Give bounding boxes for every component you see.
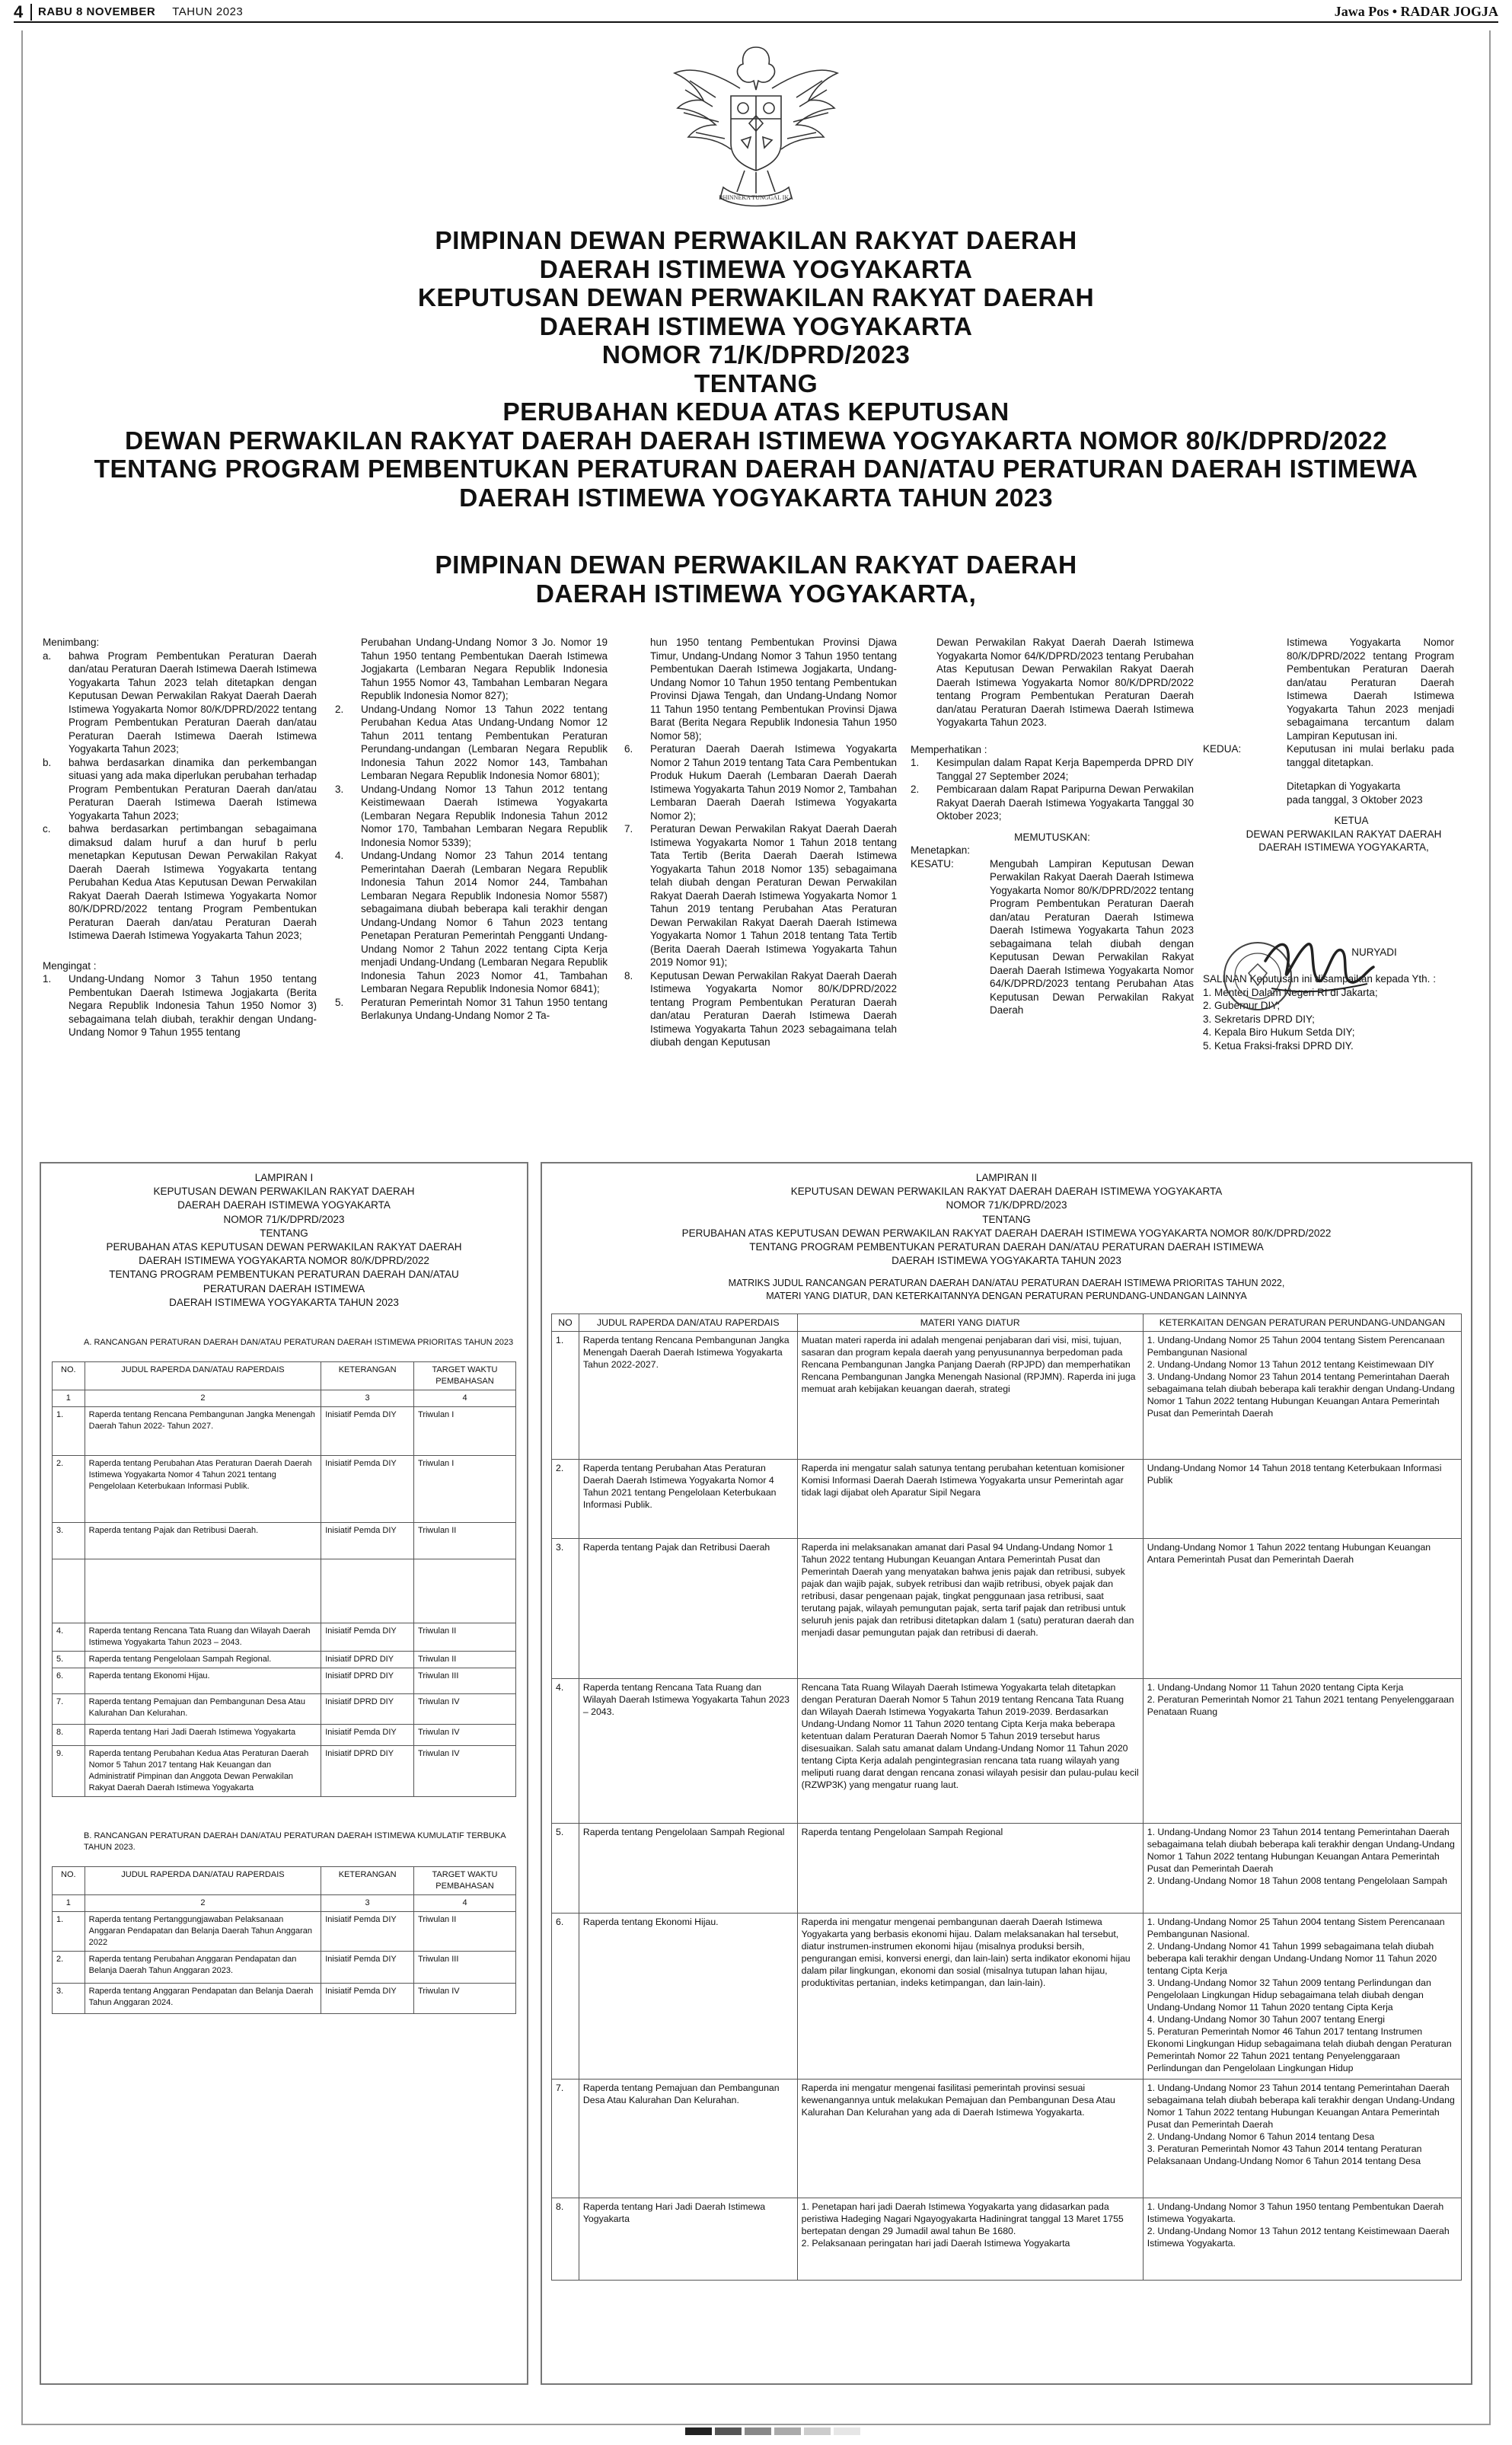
keterkaitan-item: 2. Undang-Undang Nomor 13 Tahun 2012 tentang Keistimewaan DIY xyxy=(1147,1359,1434,1371)
table-row xyxy=(552,1332,1462,1460)
list-item: 8. Keputusan Dewan Perwakilan Rakyat Daerah Daerah Istimewa Yogyakarta Nomor 80/K/DPRD/2022 tentang Program Pembentukan Peraturan Daerah dan/atau Peraturan Daerah Istimewa Daerah Istimewa Yogyakarta Tahun 2023 sebagaimana telah diubah dengan Keputusan xyxy=(624,969,897,1048)
lampiran-2-panel xyxy=(541,1162,1472,2385)
table-cell: Inisiatif Pemda DIY xyxy=(321,1623,414,1651)
page-number: 4 xyxy=(14,4,32,21)
keterkaitan-item: 1. Undang-Undang Nomor 25 Tahun 2004 tentang Sistem Perencanaan Pembangunan Nasional. xyxy=(1147,1917,1445,1940)
table-cell: Triwulan II xyxy=(414,1522,516,1559)
table-cell: Inisiatif DPRD DIY xyxy=(321,1651,414,1668)
salinan-item: 5. Ketua Fraksi-fraksi DPRD DIY. xyxy=(1203,1039,1354,1052)
salinan-item: 4. Kepala Biro Hukum Setda DIY; xyxy=(1203,1026,1355,1038)
table-cell xyxy=(1143,2198,1461,2281)
raperda-kumulatif-table: NO. JUDUL RAPERDA DAN/ATAU RAPERDAIS KETERANGAN TARGET WAKTU PEMBAHASAN 1 2 3 4 1. Raperda tentang Pertanggungjawaban Pelaksanaan Anggaran Pendapatan dan Belanja Daerah Tahun Anggaran 2022 Inisiatif Pemda DIY Triwulan II 2. Raperda tentang Perubahan Anggaran Pendapatan dan Belanja Daerah Tahun Anggaran 2023. Inisiatif Pemda DIY Triwulan III 3. Raperda tentang Anggaran Pendapatan dan Belanja Daerah Tahun Anggaran 2024. Inisiatif Pemda DIY Triwulan IV xyxy=(52,1866,516,2014)
table-row xyxy=(53,1693,516,1724)
keterkaitan-item: 2. Peraturan Pemerintah Nomor 21 Tahun 2021 tentang Penyelenggaraan Penataan Ruang xyxy=(1147,1694,1454,1718)
matriks-table xyxy=(551,1313,1462,2281)
menimbang-label: Menimbang: xyxy=(43,637,100,648)
col-header: JUDUL RAPERDA DAN/ATAU RAPERDAIS xyxy=(85,1361,321,1390)
table-cell: Raperda tentang Pajak dan Retribusi Daerah. xyxy=(85,1522,321,1559)
table-cell: 2. xyxy=(552,1460,579,1539)
table-cell: Raperda tentang Perubahan Anggaran Pendapatan dan Belanja Daerah Tahun Anggaran 2023. xyxy=(85,1951,321,1983)
col-header: NO xyxy=(552,1314,579,1332)
section-a-heading: A. RANCANGAN PERATURAN DAERAH DAN/ATAU PERATURAN DAERAH ISTIMEWA PRIORITAS TAHUN 2023 xyxy=(84,1338,514,1348)
table-cell xyxy=(1143,1679,1461,1824)
table-cell: 7. xyxy=(552,2080,579,2198)
col-header: NO. xyxy=(53,1361,85,1390)
stamp-signature-icon xyxy=(1218,927,1378,1026)
table-cell: 2. xyxy=(53,1455,85,1522)
table-cell: Raperda tentang Hari Jadi Daerah Istimewa Yogyakarta xyxy=(85,1724,321,1745)
table-cell: Raperda tentang Pemajuan dan Pembangunan Desa Atau Kalurahan Dan Kelurahan. xyxy=(85,1693,321,1724)
table-cell: Rencana Tata Ruang Wilayah Daerah Istimewa Yogyakarta telah ditetapkan dengan Peraturan Daerah Nomor 5 Tahun 2019 tentang Rencana Tata Ruang dan Wilayah Daerah Istimewa Yogyakarta Tahun 2019-2039. Berdasarkan Undang-Undang Nomor 11 Tahun 2020 tentang Cipta Kerja maka beberapa ketentuan dalam Peraturan Daerah Nomor 5 Tahun 2019 tersebut harus disesuaikan. Salah satu amanat dalam Undang-Undang Nomor 11 Tahun 2020 tentang Cipta Kerja adalah pengintegrasian rencana tata ruang wilayah yang meliputi ruang darat dengan rencana zonasi wilayah pesisir dan pulau-pulau kecil (RZWP3K) yang mengatur ruang laut. xyxy=(797,1679,1143,1824)
table-cell: 3. xyxy=(53,1522,85,1559)
table-cell: Raperda tentang Rencana Tata Ruang dan Wilayah Daerah Istimewa Yogyakarta Tahun 2023 – 2043. xyxy=(579,1679,797,1824)
table-cell: Raperda tentang Perubahan Kedua Atas Peraturan Daerah Nomor 5 Tahun 2017 tentang Hak Keuangan dan Administratif Pimpinan dan Anggota Dewan Perwakilan Rakyat Daerah Daerah Istimewa Yogyakarta xyxy=(85,1745,321,1796)
table-cell xyxy=(1143,1824,1461,1914)
keterkaitan-item: Undang-Undang Nomor 1 Tahun 2022 tentang Hubungan Keuangan Antara Pemerintah Pusat dan Pemerintah Daerah xyxy=(1147,1542,1431,1566)
table-cell: Triwulan II xyxy=(414,1911,516,1951)
keterkaitan-item: Undang-Undang Nomor 14 Tahun 2018 tentang Keterbukaan Informasi Publik xyxy=(1147,1463,1442,1486)
table-cell: Triwulan I xyxy=(414,1455,516,1522)
table-cell: 1. xyxy=(53,1911,85,1951)
table-row xyxy=(552,2080,1462,2198)
table-cell: Triwulan I xyxy=(414,1406,516,1455)
list-item: 7. Peraturan Dewan Perwakilan Rakyat Daerah Daerah Istimewa Yogyakarta Nomor 1 Tahun 2018 tentang Tata Tertib (Berita Daerah Daerah Istimewa Yogyakarta Tahun 2018 Nomor 135) sebagaimana telah diubah dengan Peraturan Dewan Perwakilan Rakyat Daerah Daerah Istimewa Yogyakarta Nomor 1 Tahun 2019 tentang Perubahan Atas Peraturan Dewan Perwakilan Rakyat Daerah Daerah Istimewa Yogyakarta Nomor 1 Tahun 2018 tentang Tata Tertib (Berita Daerah Daerah Istimewa Yogyakarta Tahun 2019 Nomor 91); xyxy=(624,823,897,968)
table-cell: Inisiatif Pemda DIY xyxy=(321,1983,414,2013)
ketua-org: DEWAN PERWAKILAN RAKYAT DAERAH DAERAH ISTIMEWA YOGYAKARTA, xyxy=(1246,828,1442,853)
keterkaitan-item: 1. Undang-Undang Nomor 3 Tahun 1950 tentang Pembentukan Daerah Istimewa Yogyakarta. xyxy=(1147,2201,1444,2225)
table-row xyxy=(53,1455,516,1522)
col-header: KETERANGAN xyxy=(321,1361,414,1390)
title-line: PIMPINAN DEWAN PERWAKILAN RAKYAT DAERAH xyxy=(435,227,1077,255)
keterkaitan-item: 4. Undang-Undang Nomor 30 Tahun 2007 tentang Energi xyxy=(1147,2014,1385,2025)
keterkaitan-item: 3. Undang-Undang Nomor 23 Tahun 2014 tentang Pemerintahan Daerah sebagaimana telah diubah beberapa kali terakhir dengan Undang-Undang Nomor 1 Tahun 2022 tentang Hubungan Keuangan Antara Pemerintah Pusat dan Pemerintah Daerah xyxy=(1147,1371,1455,1419)
table-row xyxy=(53,1651,516,1668)
table-row xyxy=(53,1951,516,1983)
table-cell: Inisiatif Pemda DIY xyxy=(321,1911,414,1951)
title-line: DEWAN PERWAKILAN RAKYAT DAERAH DAERAH ISTIMEWA YOGYAKARTA NOMOR 80/K/DPRD/2022 xyxy=(124,426,1387,455)
subtitle-line: PIMPINAN DEWAN PERWAKILAN RAKYAT DAERAH xyxy=(435,551,1077,579)
table-cell: Raperda tentang Pertanggungjawaban Pelaksanaan Anggaran Pendapatan dan Belanja Daerah Tahun Anggaran 2022 xyxy=(85,1911,321,1951)
keterkaitan-item: 2. Undang-Undang Nomor 13 Tahun 2012 tentang Keistimewaan Daerah Istimewa Yogyakarta. xyxy=(1147,2226,1450,2249)
list-item: 6. Peraturan Daerah Daerah Istimewa Yogyakarta Nomor 2 Tahun 2019 tentang Tata Cara Pembentukan Produk Hukum Daerah (Lembaran Daerah Daerah Istimewa Yogyakarta Tahun 2019 Nomor 2, Tambahan Lembaran Daerah Daerah Istimewa Yogyakarta Nomor 2); xyxy=(624,743,897,822)
table-cell: Triwulan IV xyxy=(414,1693,516,1724)
memutuskan-heading: MEMUTUSKAN: xyxy=(1014,831,1090,843)
table-cell: 5. xyxy=(53,1651,85,1668)
table-cell: 9. xyxy=(53,1745,85,1796)
keterkaitan-item: 1. Undang-Undang Nomor 23 Tahun 2014 tentang Pemerintahan Daerah sebagaimana telah diubah beberapa kali terakhir dengan Undang-Undang Nomor 1 Tahun 2022 tentang Hubungan Keuangan Antara Pemerintah Pusat dan Pemerintah Daerah xyxy=(1147,1827,1455,1875)
table-cell: Inisiatif DPRD DIY xyxy=(321,1745,414,1796)
table-row xyxy=(53,1983,516,2013)
table-cell: Triwulan II xyxy=(414,1651,516,1668)
list-item: b. bahwa berdasarkan dinamika dan perkembangan situasi yang ada maka diperlukan perubahan terhadap Program Pembentukan Peraturan Daerah dan/atau Peraturan Daerah Istimewa Daerah Istimewa Yogyakarta Tahun 2023; xyxy=(43,756,317,822)
title-line: PERUBAHAN KEDUA ATAS KEPUTUSAN xyxy=(502,398,1010,426)
list-item: 1. Undang-Undang Nomor 3 Tahun 1950 tentang Pembentukan Daerah Istimewa Jogjakarta (Berita Negara Republik Indonesia Tahun 1950 Nomor 3) sebagaimana telah diubah, terakhir dengan Undang-Undang Nomor 9 Tahun 1955 tentang xyxy=(43,973,317,1038)
body-column-3: hun 1950 tentang Pembentukan Provinsi Djawa Timur, Undang-Undang Nomor 3 Tahun 1950 tentang Pembentukan Daerah Istimewa Jogjakarta, Undang-Undang Nomor 10 Tahun 1950 tentang Pembentukan Provinsi Djawa Tengah, dan Undang-Undang Nomor 11 Tahun 1950 tentang Pembentukan Provinsi Djawa Barat (Berita Negara Republik Indonesia Tahun 1950 Nomor 58); 6. Peraturan Daerah Daerah Istimewa Yogyakarta Nomor 2 Tahun 2019 tentang Tata Cara Pembentukan Produk Hukum Daerah (Lembaran Daerah Daerah Istimewa Yogyakarta Tahun 2019 Nomor 2, Tambahan Lembaran Daerah Daerah Istimewa Yogyakarta Nomor 2); 7. Peraturan Dewan Perwakilan Rakyat Daerah Daerah Istimewa Yogyakarta Nomor 1 Tahun 2018 tentang Tata Tertib (Berita Daerah Daerah Istimewa Yogyakarta Tahun 2018 Nomor 135) sebagaimana telah diubah dengan Peraturan Dewan Perwakilan Rakyat Daerah Daerah Istimewa Yogyakarta Nomor 1 Tahun 2019 tentang Perubahan Atas Peraturan Dewan Perwakilan Rakyat Daerah Daerah Istimewa Yogyakarta Nomor 1 Tahun 2018 tentang Tata Tertib (Berita Daerah Daerah Istimewa Yogyakarta Tahun 2019 Nomor 91); 8. Keputusan Dewan Perwakilan Rakyat Daerah Daerah Istimewa Yogyakarta Nomor 80/K/DPRD/2022 tentang Program Pembentukan Peraturan Daerah dan/atau Peraturan Daerah Istimewa Daerah Istimewa Yogyakarta Tahun 2023 sebagaimana telah diubah dengan Keputusan xyxy=(624,637,897,1048)
keterkaitan-item: 5. Peraturan Pemerintah Nomor 46 Tahun 2017 tentang Instrumen Ekonomi Lingkungan Hidup sebagaimana telah diubah dengan Peraturan Pemerintah Nomor 22 Tahun 2021 tentang Penyelenggaraan Perlindungan dan Pengelolaan Lingkungan Hidup xyxy=(1147,2026,1452,2074)
garuda-emblem-icon xyxy=(670,43,842,215)
table-cell: Muatan materi raperda ini adalah mengenai penjabaran dari visi, misi, tujuan, sasaran dan program kepala daerah yang penyusunannya berpedoman pada Rencana Pembangunan Jangka Panjang Daerah (RPJPD) dan memperhatikan Rencana Pembangunan Jangka Menengah Nasional (RPJMN). Raperda ini juga memuat arah kebijakan keuangan daerah, strategi xyxy=(797,1332,1143,1460)
lampiran-1-heading: LAMPIRAN I KEPUTUSAN DEWAN PERWAKILAN RAKYAT DAERAH DAERAH DAERAH ISTIMEWA YOGYAKARTA NOMOR 71/K/DPRD/2023 TENTANG PERUBAHAN ATAS KEPUTUSAN DEWAN PERWAKILAN RAKYAT DAERAH DAERAH ISTIMEWA YOGYAKARTA NOMOR 80/K/DPRD/2022 TENTANG PROGRAM PEMBENTUKAN PERATURAN DAERAH DAN/ATAU PERATURAN DAERAH ISTIMEWA DAERAH ISTIMEWA YOGYAKARTA TAHUN 2023 xyxy=(106,1172,462,1308)
table-cell: Raperda tentang Ekonomi Hijau. xyxy=(579,1914,797,2080)
table-cell: Raperda tentang Rencana Pembangunan Jangka Menengah Daerah Daerah Istimewa Yogyakarta Tahun 2022-2027. xyxy=(579,1332,797,1460)
table-row xyxy=(53,1911,516,1951)
salinan-item: 3. Sekretaris DPRD DIY; xyxy=(1203,1013,1315,1025)
list-item: a. bahwa Program Pembentukan Peraturan Daerah dan/atau Peraturan Daerah Istimewa Daerah Istimewa Yogyakarta Tahun 2023 telah ditetapkan dengan Keputusan Dewan Perwakilan Rakyat Daerah Daerah Istimewa Yogyakarta Nomor 80/K/DPRD/2022 tentang Program Pembentukan Peraturan Daerah dan/atau Peraturan Daerah Istimewa Daerah Istimewa Yogyakarta Tahun 2023; xyxy=(43,650,317,755)
subtitle-line: DAERAH ISTIMEWA YOGYAKARTA, xyxy=(535,579,977,608)
table-cell: Inisiatif Pemda DIY xyxy=(321,1724,414,1745)
table-row xyxy=(552,1914,1462,2080)
col-header: TARGET WAKTU PEMBAHASAN xyxy=(414,1361,516,1390)
table-cell: Raperda tentang Pengelolaan Sampah Regional xyxy=(579,1824,797,1914)
table-cell: 6. xyxy=(53,1668,85,1693)
table-cell: Raperda ini mengatur salah satunya tentang perubahan ketentuan komisioner Komisi Informasi Daerah Daerah Istimewa Yogyakarta unsur Pemerintah agar tidak lagi dijabat oleh Aparatur Sipil Negara xyxy=(797,1460,1143,1539)
table-cell: Raperda tentang Hari Jadi Daerah Istimewa Yogyakarta xyxy=(579,2198,797,2281)
signer-name: NURYADI xyxy=(1351,946,1397,958)
keterkaitan-item: 3. Undang-Undang Nomor 32 Tahun 2009 tentang Perlindungan dan Pengelolaan Lingkungan Hidup sebagaimana telah diubah dengan Undang-Undang Nomor 11 Tahun 2020 tentang Cipta Kerja xyxy=(1147,1977,1431,2013)
table-cell: 2. xyxy=(53,1951,85,1983)
title-line: TENTANG xyxy=(694,369,818,398)
table-cell: Inisiatif DPRD DIY xyxy=(321,1668,414,1693)
table-cell: 4. xyxy=(53,1623,85,1651)
title-line: DAERAH ISTIMEWA YOGYAKARTA xyxy=(539,255,973,284)
col-header: KETERKAITAN DENGAN PERATURAN PERUNDANG-UNDANGAN xyxy=(1143,1314,1461,1332)
list-item: 2. Pembicaraan dalam Rapat Paripurna Dewan Perwakilan Rakyat Daerah Daerah Istimewa Yogyakarta Tanggal 30 Oktober 2023; xyxy=(911,784,1194,822)
col-header: MATERI YANG DIATUR xyxy=(797,1314,1143,1332)
section-b-heading: B. RANCANGAN PERATURAN DAERAH DAN/ATAU PERATURAN DAERAH ISTIMEWA KUMULATIF TERBUKA TAHUN 2023. xyxy=(84,1831,506,1853)
kesatu-label: KESATU: xyxy=(911,857,954,870)
list-item: c. bahwa berdasarkan pertimbangan sebagaimana dimaksud dalam huruf a dan huruf b perlu menetapkan Keputusan Dewan Perwakilan Rakyat Daerah Daerah Istimewa Yogyakarta tentang Perubahan Kedua Atas Keputusan Dewan Perwakilan Rakyat Daerah Daerah Istimewa Yogyakarta Nomor 80/K/DPRD/2022 tentang Program Pembentukan Peraturan Daerah dan/atau Peraturan Daerah Istimewa Daerah Istimewa Yogyakarta Tahun 2023; xyxy=(43,823,317,941)
list-item: 5. Peraturan Pemerintah Nomor 31 Tahun 1950 tentang Berlakunya Undang-Undang Nomor 2 Ta- xyxy=(335,996,608,1021)
table-cell: 3. xyxy=(53,1983,85,2013)
menetapkan-label: Menetapkan: xyxy=(911,844,971,856)
table-cell xyxy=(1143,2080,1461,2198)
table-cell: 6. xyxy=(552,1914,579,2080)
table-cell: Raperda tentang Rencana Tata Ruang dan Wilayah Daerah Istimewa Yogyakarta Tahun 2023 – 2043. xyxy=(85,1623,321,1651)
keterkaitan-item: 1. Undang-Undang Nomor 23 Tahun 2014 tentang Pemerintahan Daerah sebagaimana telah diubah beberapa kali terakhir dengan Undang-Undang Nomor 1 Tahun 2022 tentang Hubungan Keuangan Antara Pemerintah Pusat dan Pemerintah Daerah xyxy=(1147,2083,1455,2131)
table-cell: 7. xyxy=(53,1693,85,1724)
table-cell: Triwulan III xyxy=(414,1951,516,1983)
keterkaitan-item: 1. Undang-Undang Nomor 25 Tahun 2004 tentang Sistem Perencanaan Pembangunan Nasional xyxy=(1147,1335,1445,1358)
table-cell: Triwulan IV xyxy=(414,1745,516,1796)
table-cell: Raperda tentang Pemajuan dan Pembangunan Desa Atau Kalurahan Dan Kelurahan. xyxy=(579,2080,797,2198)
table-cell: 8. xyxy=(552,2198,579,2281)
lampiran-1-panel xyxy=(40,1162,528,2385)
list-item: 4. Undang-Undang Nomor 23 Tahun 2014 tentang Pemerintahan Daerah (Lembaran Negara Republik Indonesia Tahun 2014 Nomor 244, Tambahan Lembaran Negara Republik Indonesia Nomor 5587) sebagaimana diubah beberapa kali terakhir dengan Undang-Undang Nomor 6 Tahun 2023 tentang Penetapan Peraturan Pemerintah Pengganti Undang-Undang Nomor 2 Tahun 2022 tentang Cipta Kerja menjadi Undang-Undang (Lembaran Negara Republik Indonesia Tahun 2023 Nomor 41, Tambahan Lembaran Negara Republik Indonesia Nomor 6841); xyxy=(335,850,608,994)
table-cell xyxy=(1143,1332,1461,1460)
table-row xyxy=(552,1539,1462,1679)
table-cell: Inisiatif Pemda DIY xyxy=(321,1406,414,1455)
issue-year: TAHUN 2023 xyxy=(172,5,244,19)
salinan-label: SALINAN Keputusan ini disampaikan kepada Yth. : xyxy=(1203,973,1436,985)
body-column-5: Istimewa Yogyakarta Nomor 80/K/DPRD/2022 tentang Program Pembentukan Peraturan Daerah dan/atau Peraturan Daerah Istimewa Daerah Istimewa Yogyakarta Tahun 2023 menjadi sebagaimana tercantum dalam Lampiran Keputusan ini. KEDUA: Keputusan ini mulai berlaku pada tanggal ditetapkan. Ditetapkan di Yogyakarta pada tanggal, 3 Oktober 2023 KETUA DEWAN PERWAKILAN RAKYAT DAERAH DAERAH ISTIMEWA YOGYAKARTA, NURYADI SALINAN Keputusan ini disampaikan kepada Yth. : 1. Menteri Dalam Negeri RI di Jakarta; 2. Gubernur DIY; 3. Sekretaris DPRD DIY; 4. Kepala Biro Hukum Setda DIY; 5. Ketua Fraksi-fraksi DPRD DIY. xyxy=(1203,637,1454,1052)
table-cell: Triwulan II xyxy=(414,1623,516,1651)
table-row xyxy=(53,1745,516,1796)
table-cell xyxy=(1143,1460,1461,1539)
table-cell xyxy=(1143,1914,1461,2080)
title-line: DAERAH ISTIMEWA YOGYAKARTA xyxy=(539,312,973,341)
table-cell: Raperda ini melaksanakan amanat dari Pasal 94 Undang-Undang Nomor 1 Tahun 2022 tentang Hubungan Keuangan Antara Pemerintah Pusat dan Pemerintah Daerah yang menyatakan bahwa jenis pajak dan retribusi, subyek pajak dan wajib pajak, subyek retribusi dan wajib retribusi, obyek pajak dan retribusi, dasar pengenaan pajak, tingkat penggunaan jasa retribusi, saat terutang pajak, wilayah pemungutan pajak, serta tarif pajak dan retribusi untuk seluruh jenis pajak dan retribusi ditetapkan dalam 1 (satu) peraturan daerah dan menjadi dasar pemungutan pajak dan retribusi di daerah. xyxy=(797,1539,1143,1679)
issue-date: RABU 8 NOVEMBER xyxy=(38,5,156,19)
ketua-title: KETUA xyxy=(1334,815,1369,826)
kedua-label: KEDUA: xyxy=(1203,743,1242,755)
keterkaitan-item: 2. Undang-Undang Nomor 41 Tahun 1999 sebagaimana telah diubah beberapa kali terakhir dengan Undang-Undang Nomor 11 Tahun 2020 tentang Cipta Kerja xyxy=(1147,1941,1437,1977)
title-line: DAERAH ISTIMEWA YOGYAKARTA TAHUN 2023 xyxy=(459,484,1053,512)
table-cell: Raperda ini mengatur mengenai fasilitasi pemerintah provinsi sesuai kewenangannya untuk melakukan Pemajuan dan Pembangunan Desa Atau Kalurahan Dan Kelurahan yang ada di Daerah Istimewa Yogyakarta. xyxy=(797,2080,1143,2198)
emblem-motto: BHINNEKA TUNGGAL IKA xyxy=(719,194,793,201)
title-line: KEPUTUSAN DEWAN PERWAKILAN RAKYAT DAERAH xyxy=(417,284,1095,312)
table-cell: Raperda tentang Ekonomi Hijau. xyxy=(85,1668,321,1693)
table-cell: Raperda tentang Anggaran Pendapatan dan Belanja Daerah Tahun Anggaran 2024. xyxy=(85,1983,321,2013)
body-column-4: Dewan Perwakilan Rakyat Daerah Daerah Istimewa Yogyakarta Nomor 64/K/DPRD/2023 tentang Perubahan Atas Keputusan Dewan Perwakilan Rakyat Daerah Daerah Istimewa Yogyakarta Nomor 80/K/DPRD/2022 tentang Program Pembentukan Peraturan Daerah dan/atau Peraturan Daerah Istimewa Daerah Istimewa Yogyakarta Tahun 2023. Memperhatikan : 1. Kesimpulan dalam Rapat Kerja Bapemperda DPRD DIY Tanggal 27 September 2024; 2. Pembicaraan dalam Rapat Paripurna Dewan Perwakilan Rakyat Daerah Daerah Istimewa Yogyakarta Tanggal 30 Oktober 2023; MEMUTUSKAN: Menetapkan: KESATU: Mengubah Lampiran Keputusan Dewan Perwakilan Rakyat Daerah Daerah Istimewa Yogyakarta Nomor 80/K/DPRD/2022 tentang Program Pembentukan Peraturan Daerah dan/atau Peraturan Daerah Istimewa Daerah Istimewa Yogyakarta Tahun 2023 sebagaimana telah diubah dengan Keputusan Dewan Perwakilan Rakyat Daerah Daerah Istimewa Yogyakarta Nomor 64/K/DPRD/2023 tentang Perubahan Atas Keputusan Dewan Perwakilan Rakyat Daerah xyxy=(911,637,1194,1016)
lampiran-2-heading: LAMPIRAN II KEPUTUSAN DEWAN PERWAKILAN RAKYAT DAERAH DAERAH ISTIMEWA YOGYAKARTA NOMOR 71/K/DPRD/2023 TENTANG PERUBAHAN ATAS KEPUTUSAN DEWAN PERWAKILAN RAKYAT DAERAH DAERAH ISTIMEWA YOGYAKARTA NOMOR 80/K/DPRD/2022 TENTANG PROGRAM PEMBENTUKAN PERATURAN DAERAH DAN/ATAU PERATURAN DAERAH ISTIMEWA DAERAH ISTIMEWA YOGYAKARTA TAHUN 2023 xyxy=(681,1172,1332,1267)
list-item: 2. Undang-Undang Nomor 13 Tahun 2022 tentang Perubahan Kedua Atas Undang-Undang Nomor 12 Tahun 2011 tentang Pembentukan Peraturan Perundang-undangan (Lembaran Negara Republik Indonesia Tahun 2022 Nomor 143, Tambahan Lembaran Negara Republik Indonesia Nomor 6801); xyxy=(335,703,608,781)
table-cell: Triwulan IV xyxy=(414,1724,516,1745)
table-cell: Raperda tentang Pengelolaan Sampah Regional. xyxy=(85,1651,321,1668)
decree-subtitle xyxy=(46,551,1466,608)
table-row xyxy=(552,1824,1462,1914)
salinan-item: 2. Gubernur DIY; xyxy=(1203,1000,1281,1011)
publisher-name: Jawa Pos • RADAR JOGJA xyxy=(1334,4,1498,20)
table-row xyxy=(53,1406,516,1455)
decree-title xyxy=(46,227,1466,512)
table-row xyxy=(53,1522,516,1559)
col-header: JUDUL RAPERDA DAN/ATAU RAPERDAIS xyxy=(85,1866,321,1894)
table-cell: Inisiatif Pemda DIY xyxy=(321,1522,414,1559)
footer-color-bar xyxy=(685,2427,860,2435)
table-cell: Raperda tentang Pengelolaan Sampah Regional xyxy=(797,1824,1143,1914)
raperda-prioritas-table: NO. JUDUL RAPERDA DAN/ATAU RAPERDAIS KETERANGAN TARGET WAKTU PEMBAHASAN 1 2 3 4 1. Raperda tentang Rencana Pembangunan Jangka Menengah Daerah Tahun 2022- Tahun 2027. Inisiatif Pemda DIY Triwulan I 2. Raperda tentang Perubahan Atas Peraturan Daerah Daerah Istimewa Yogyakarta Nomor 4 Tahun 2021 tentang Pengelolaan Keterbukaan Informasi Publik. Inisiatif Pemda DIY Triwulan I 3. Raperda tentang Pajak dan Retribusi Daerah. Inisiatif Pemda DIY Triwulan II 4. Raperda tentang Rencana Tata Ruang dan Wilayah Daerah Istimewa Yogyakarta Tahun 2023 – 2043. Inisiatif Pemda DIY Triwulan II 5. Raperda tentang Pengelolaan Sampah Regional. Inisiatif DPRD DIY Triwulan II 6. Raperda tentang Ekonomi Hijau. Inisiatif DPRD DIY Triwulan III 7. Raperda tentang Pemajuan dan Pembangunan Desa Atau Kalurahan Dan Kelurahan. Inisiatif DPRD DIY Triwulan IV 8. Raperda tentang Hari Jadi Daerah Istimewa Yogyakarta Inisiatif Pemda DIY Triwulan IV 9. Raperda tentang Perubahan Kedua Atas Peraturan Daerah Nomor 5 Tahun 2017 tentang Hak Keuangan dan Administratif Pimpinan dan Anggota Dewan Perwakilan Rakyat Daerah Daerah Istimewa Yogyakarta Inisiatif DPRD DIY Triwulan IV xyxy=(52,1361,516,1797)
table-cell: Inisiatif Pemda DIY xyxy=(321,1951,414,1983)
table-row xyxy=(552,1460,1462,1539)
table-cell: 8. xyxy=(53,1724,85,1745)
table-cell xyxy=(1143,1539,1461,1679)
table-row xyxy=(53,1623,516,1651)
table-cell: Raperda ini mengatur mengenai pembangunan daerah Daerah Istimewa Yogyakarta yang berbasis ekonomi hijau. Dalam melaksanakan hal tersebut, diatur instrumen-instrumen ekonomi hijau (misalnya produksi bersih, pengurangan emisi, konversi energi, dan lain-lain) serta indikator ekonomi hijau dalam pilar lingkungan, ekonomi dan sosial (misalnya tutupan lahan hijau, produktivitas pertanian, indeks ketimpangan, dan lain-lain). xyxy=(797,1914,1143,2080)
salinan-item: 1. Menteri Dalam Negeri RI di Jakarta; xyxy=(1203,986,1378,998)
table-cell: Inisiatif DPRD DIY xyxy=(321,1693,414,1724)
ditetapkan-date: pada tanggal, 3 Oktober 2023 xyxy=(1287,793,1423,806)
table-cell: 1. Penetapan hari jadi Daerah Istimewa Yogyakarta yang didasarkan pada peristiwa Hadeging Nagari Ngayogyakarta Hadiningrat tanggal 13 Maret 1755 bertepatan dengan 29 Jumadil awal tahun Be 1680. 2. Pelaksanaan peringatan hari jadi Daerah Istimewa Yogyakarta xyxy=(797,2198,1143,2281)
table-cell: Raperda tentang Pajak dan Retribusi Daerah xyxy=(579,1539,797,1679)
col-header: TARGET WAKTU PEMBAHASAN xyxy=(414,1866,516,1894)
table-cell: 3. xyxy=(552,1539,579,1679)
table-cell: 5. xyxy=(552,1824,579,1914)
col-header: JUDUL RAPERDA DAN/ATAU RAPERDAIS xyxy=(579,1314,797,1332)
keterkaitan-item: 1. Undang-Undang Nomor 11 Tahun 2020 tentang Cipta Kerja xyxy=(1147,1682,1404,1693)
keterkaitan-item: 2. Undang-Undang Nomor 6 Tahun 2014 tentang Desa xyxy=(1147,2131,1375,2143)
body-column-2: Perubahan Undang-Undang Nomor 3 Jo. Nomor 19 Tahun 1950 tentang Pembentukan Daerah Istimewa Jogjakarta (Lembaran Negara Republik Indonesia Tahun 1955 Nomor 43, Tambahan Lembaran Negara Republik Indonesia Nomor 827); 2. Undang-Undang Nomor 13 Tahun 2022 tentang Perubahan Kedua Atas Undang-Undang Nomor 12 Tahun 2011 tentang Pembentukan Peraturan Perundang-undangan (Lembaran Negara Republik Indonesia Tahun 2022 Nomor 143, Tambahan Lembaran Negara Republik Indonesia Nomor 6801); 3. Undang-Undang Nomor 13 Tahun 2012 tentang Keistimewaan Daerah Istimewa Yogyakarta (Lembaran Negara Republik Indonesia Tahun 2012 Nomor 170, Tambahan Lembaran Negara Republik Indonesia Nomor 5339); 4. Undang-Undang Nomor 23 Tahun 2014 tentang Pemerintahan Daerah (Lembaran Negara Republik Indonesia Tahun 2014 Nomor 244, Tambahan Lembaran Negara Republik Indonesia Nomor 5587) sebagaimana diubah beberapa kali terakhir dengan Undang-Undang Nomor 6 Tahun 2023 tentang Penetapan Peraturan Pemerintah Pengganti Undang-Undang Nomor 2 Tahun 2022 tentang Cipta Kerja menjadi Undang-Undang (Lembaran Negara Republik Indonesia Tahun 2023 Nomor 41, Tambahan Lembaran Negara Republik Indonesia Nomor 6841); 5. Peraturan Pemerintah Nomor 31 Tahun 1950 tentang Berlakunya Undang-Undang Nomor 2 Ta- xyxy=(335,637,608,1021)
title-line: TENTANG PROGRAM PEMBENTUKAN PERATURAN DAERAH DAN/ATAU PERATURAN DAERAH ISTIMEWA xyxy=(94,455,1418,484)
col-header: NO. xyxy=(53,1866,85,1894)
page-header xyxy=(14,3,1498,23)
title-line: NOMOR 71/K/DPRD/2023 xyxy=(601,341,911,369)
list-item: 1. Kesimpulan dalam Rapat Kerja Bapemperda DPRD DIY Tanggal 27 September 2024; xyxy=(911,757,1194,782)
ditetapkan-place: Ditetapkan di Yogyakarta xyxy=(1287,780,1401,792)
table-cell: Triwulan III xyxy=(414,1668,516,1693)
table-row xyxy=(53,1668,516,1693)
table-cell: Raperda tentang Rencana Pembangunan Jangka Menengah Daerah Tahun 2022- Tahun 2027. xyxy=(85,1406,321,1455)
list-item: 3. Undang-Undang Nomor 13 Tahun 2012 tentang Keistimewaan Daerah Istimewa Yogyakarta (Lembaran Negara Republik Indonesia Tahun 2012 Nomor 170, Tambahan Lembaran Negara Republik Indonesia Nomor 5339); xyxy=(335,783,608,848)
table-row xyxy=(552,2198,1462,2281)
table-cell: Raperda tentang Perubahan Atas Peraturan Daerah Daerah Istimewa Yogyakarta Nomor 4 Tahun 2021 tentang Pengelolaan Keterbukaan Informasi Publik. xyxy=(85,1455,321,1522)
body-column-1 xyxy=(43,636,317,1039)
table-row xyxy=(53,1724,516,1745)
memperhatikan-label: Memperhatikan : xyxy=(911,743,987,755)
table-row xyxy=(552,1679,1462,1824)
col-header: KETERANGAN xyxy=(321,1866,414,1894)
table-cell: 1. xyxy=(552,1332,579,1460)
keterkaitan-item: 2. Undang-Undang Nomor 18 Tahun 2008 tentang Pengelolaan Sampah xyxy=(1147,1875,1447,1887)
mengingat-label: Mengingat : xyxy=(43,959,97,972)
table-cell: 4. xyxy=(552,1679,579,1824)
table-cell: Triwulan IV xyxy=(414,1983,516,2013)
table-cell: Inisiatif Pemda DIY xyxy=(321,1455,414,1522)
keterkaitan-item: 3. Peraturan Pemerintah Nomor 43 Tahun 2014 tentang Peraturan Pelaksanaan Undang-Undang Nomor 6 Tahun 2014 tentang Desa xyxy=(1147,2143,1422,2167)
table-cell: Raperda tentang Perubahan Atas Peraturan Daerah Daerah Istimewa Yogyakarta Nomor 4 Tahun 2021 tentang Pengelolaan Keterbukaan Informasi Publik. xyxy=(579,1460,797,1539)
table-cell: 1. xyxy=(53,1406,85,1455)
matriks-heading: MATRIKS JUDUL RANCANGAN PERATURAN DAERAH DAN/ATAU PERATURAN DAERAH ISTIMEWA PRIORITAS TAHUN 2022, MATERI YANG DIATUR, DAN KETERKAITANNYA DENGAN PERATURAN PERUNDANG-UNDANGAN LAINNYA xyxy=(728,1278,1285,1302)
